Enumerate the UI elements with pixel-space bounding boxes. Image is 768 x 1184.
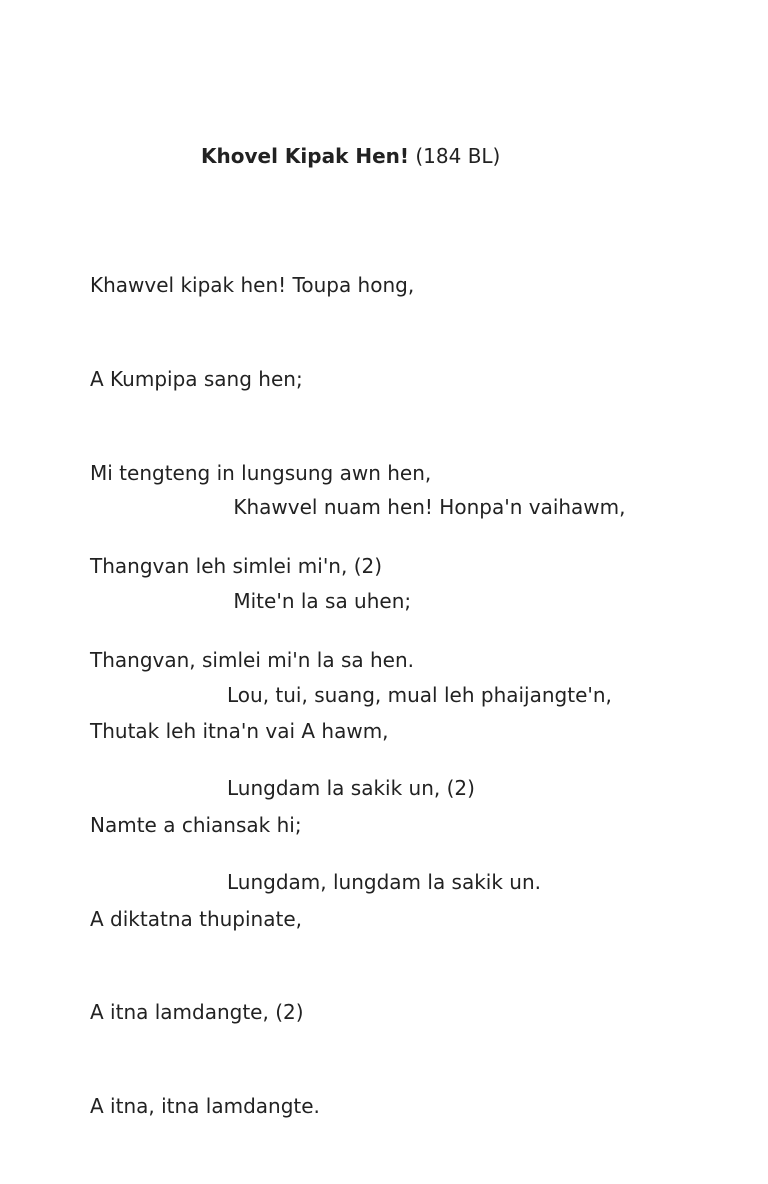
stanza-line: Thangvan leh simlei mi'n, (2)	[90, 554, 383, 579]
stanza-line: Mi tengteng in lungsung awn hen,	[90, 460, 432, 485]
stanza-3	[90, 654, 389, 1184]
stanza-line: A itna lamdangte, (2)	[90, 1000, 304, 1025]
stanza-line: Thangvan, simlei mi'n la sa hen.	[90, 647, 415, 672]
stanza-line: A itna, itna lamdangte.	[90, 1093, 320, 1118]
stanza-line: Thutak leh itna'n vai A hawm,	[90, 719, 389, 744]
stanza-line: Namte a chiansak hi;	[90, 813, 302, 838]
stanza-line: A diktatna thupinate,	[90, 906, 302, 931]
stanza-line: Mite'n la sa uhen;	[227, 589, 412, 614]
hymn-title-text: Khovel Kipak Hen!	[201, 144, 409, 168]
stanza-line: Khawvel kipak hen! Toupa hong,	[90, 273, 415, 298]
stanza-line: A Kumpipa sang hen;	[90, 367, 303, 392]
hymn-number: (184 BL)	[415, 144, 501, 168]
hymn-title	[201, 141, 500, 171]
stanza-line: Lou, tui, suang, mual leh phaijangte'n,	[227, 682, 612, 707]
stanza-line: Khawvel nuam hen! Honpa'n vaihawm,	[227, 495, 626, 520]
stanza-line: Lungdam, lungdam la sakik un.	[227, 869, 542, 894]
stanza-line: Lungdam la sakik un, (2)	[227, 776, 475, 801]
